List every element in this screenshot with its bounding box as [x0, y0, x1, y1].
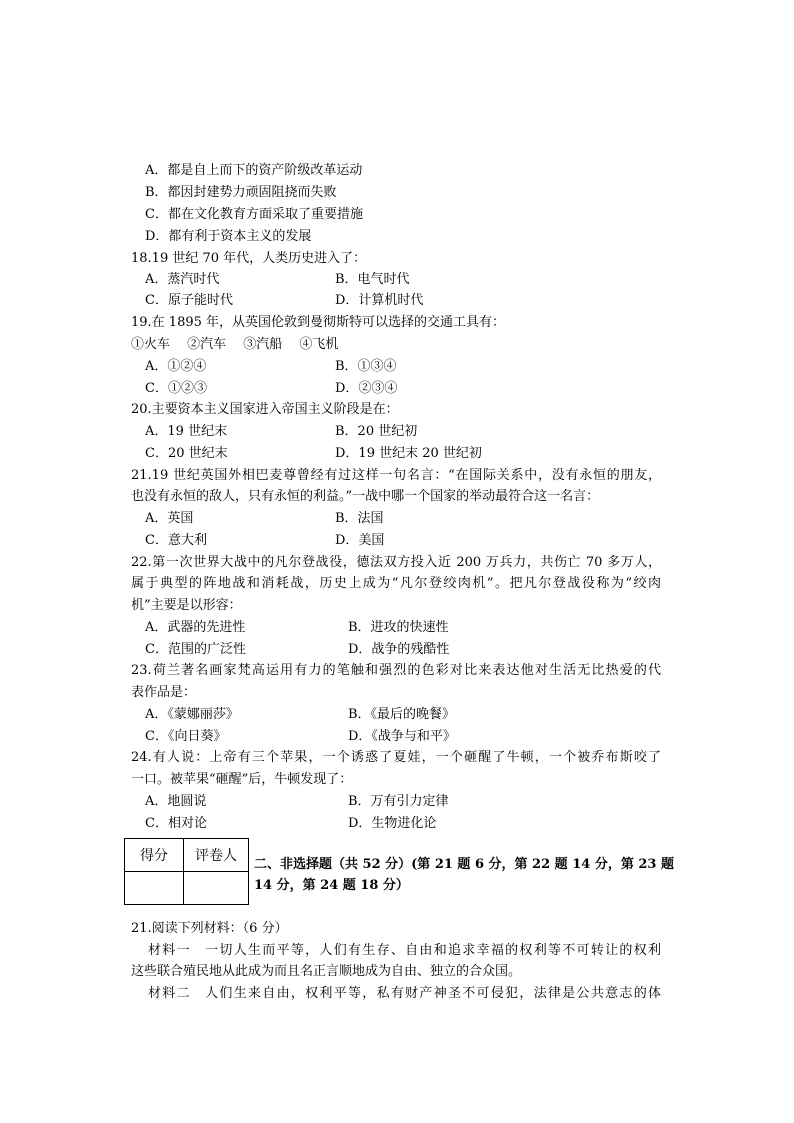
- q24-option-d: D．生物进化论: [348, 816, 437, 831]
- q20-option-d: D．19 世纪末 20 世纪初: [335, 446, 482, 461]
- q19-option-b: B．①③④: [335, 359, 397, 374]
- q17-option-d: D．都有利于资本主义的发展: [145, 229, 312, 244]
- material2-line1: 材料二 人们生来自由，权利平等，私有财产神圣不可侵犯，法律是公共意志的体: [148, 986, 661, 1001]
- q22-option-b: B．进攻的快速性: [348, 620, 449, 635]
- q19-option-a: A．①②④: [145, 359, 207, 374]
- grader-cell[interactable]: [184, 872, 249, 905]
- q19-option-c: C．①②③: [145, 381, 207, 396]
- q23-stem-line2: 表作品是：: [131, 685, 197, 700]
- q22-option-c: C．范围的广泛性: [145, 642, 246, 657]
- q22-stem-line3: 机”主要是以形容：: [131, 598, 242, 613]
- section2-heading-line2: 14 分，第 24 题 18 分）: [254, 878, 409, 893]
- q21-stem-line1: 21.19 世纪英国外相巴麦尊曾经有过这样一句名言：“在国际关系中，没有永恒的朋友，: [131, 468, 661, 483]
- q18-stem: 18.19 世纪 70 年代，人类历史进入了：: [131, 251, 367, 266]
- score-cell[interactable]: [125, 872, 184, 905]
- q24-option-b: B．万有引力定律: [348, 794, 449, 809]
- score-header: 得分: [125, 839, 184, 872]
- score-box: [124, 838, 249, 905]
- q24-stem-line1: 24.有人说：上帝有三个苹果，一个诱惑了夏娃，一个砸醒了牛顿，一个被乔布斯咬了: [131, 750, 661, 765]
- material1-line2: 这些联合殖民地从此成为而且名正言顺地成为自由、独立的合众国。: [131, 964, 522, 979]
- q20-option-c: C．20 世纪末: [145, 446, 228, 461]
- q22-stem-line2: 属于典型的阵地战和消耗战，历史上成为“凡尔登绞肉机”。把凡尔登战役称为“绞肉: [131, 576, 661, 591]
- q21-option-c: C．意大利: [145, 533, 207, 548]
- q21-option-a: A．英国: [145, 511, 194, 526]
- q17-option-a: A．都是自上而下的资产阶级改革运动: [145, 163, 363, 178]
- q20-option-b: B．20 世纪初: [335, 424, 418, 439]
- q23-option-c: C．《向日葵》: [145, 729, 227, 744]
- q22-option-a: A．武器的先进性: [145, 620, 246, 635]
- q23-option-d: D．《战争与和平》: [348, 729, 456, 744]
- q22-option-d: D．战争的残酷性: [348, 642, 450, 657]
- q19-stem: 19.在 1895 年，从英国伦敦到曼彻斯特可以选择的交通工具有：: [131, 315, 506, 330]
- q24-option-c: C．相对论: [145, 816, 207, 831]
- q18-option-c: C．原子能时代: [145, 293, 233, 308]
- q17-option-c: C．都在文化教育方面采取了重要措施: [145, 207, 363, 222]
- q23-stem-line1: 23.荷兰著名画家梵高运用有力的笔触和强烈的色彩对比来表达他对生活无比热爱的代: [131, 663, 661, 678]
- q20-stem: 20.主要资本主义国家进入帝国主义阶段是在：: [131, 402, 399, 417]
- q21-stem-line2: 也没有永恒的敌人，只有永恒的利益。”一战中哪一个国家的举动最符合这一名言：: [131, 489, 600, 504]
- q21b-stem: 21.阅读下列材料：（6 分）: [131, 921, 288, 936]
- q19-option-d: D．②③④: [335, 381, 398, 396]
- q22-stem-line1: 22.第一次世界大战中的凡尔登战役，德法双方投入近 200 万兵力，共伤亡 70 多万人，: [131, 555, 661, 570]
- q17-option-b: B．都因封建势力顽固阻挠而失败: [145, 185, 337, 200]
- q18-option-d: D．计算机时代: [335, 293, 424, 308]
- q18-option-a: A．蒸汽时代: [145, 272, 220, 287]
- q24-stem-line2: 一口。被苹果“砸醒”后，牛顿发现了：: [131, 772, 353, 787]
- material1-line1: 材料一 一切人生而平等，人们有生存、自由和追求幸福的权利等不可转让的权利: [148, 943, 661, 958]
- q19-items: ①火车 ②汽车 ③汽船 ④飞机: [131, 337, 339, 352]
- q24-option-a: A．地圆说: [145, 794, 207, 809]
- section2-heading-line1: 二、非选择题（共 52 分）(第 21 题 6 分，第 22 题 14 分，第 23 题: [254, 857, 674, 872]
- q20-option-a: A．19 世纪末: [145, 424, 228, 439]
- q21-option-d: D．美国: [335, 533, 385, 548]
- q18-option-b: B．电气时代: [335, 272, 410, 287]
- grader-header: 评卷人: [184, 839, 249, 872]
- q21-option-b: B．法国: [335, 511, 384, 526]
- q23-option-b: B．《最后的晚餐》: [348, 707, 456, 722]
- q23-option-a: A．《蒙娜丽莎》: [145, 707, 239, 722]
